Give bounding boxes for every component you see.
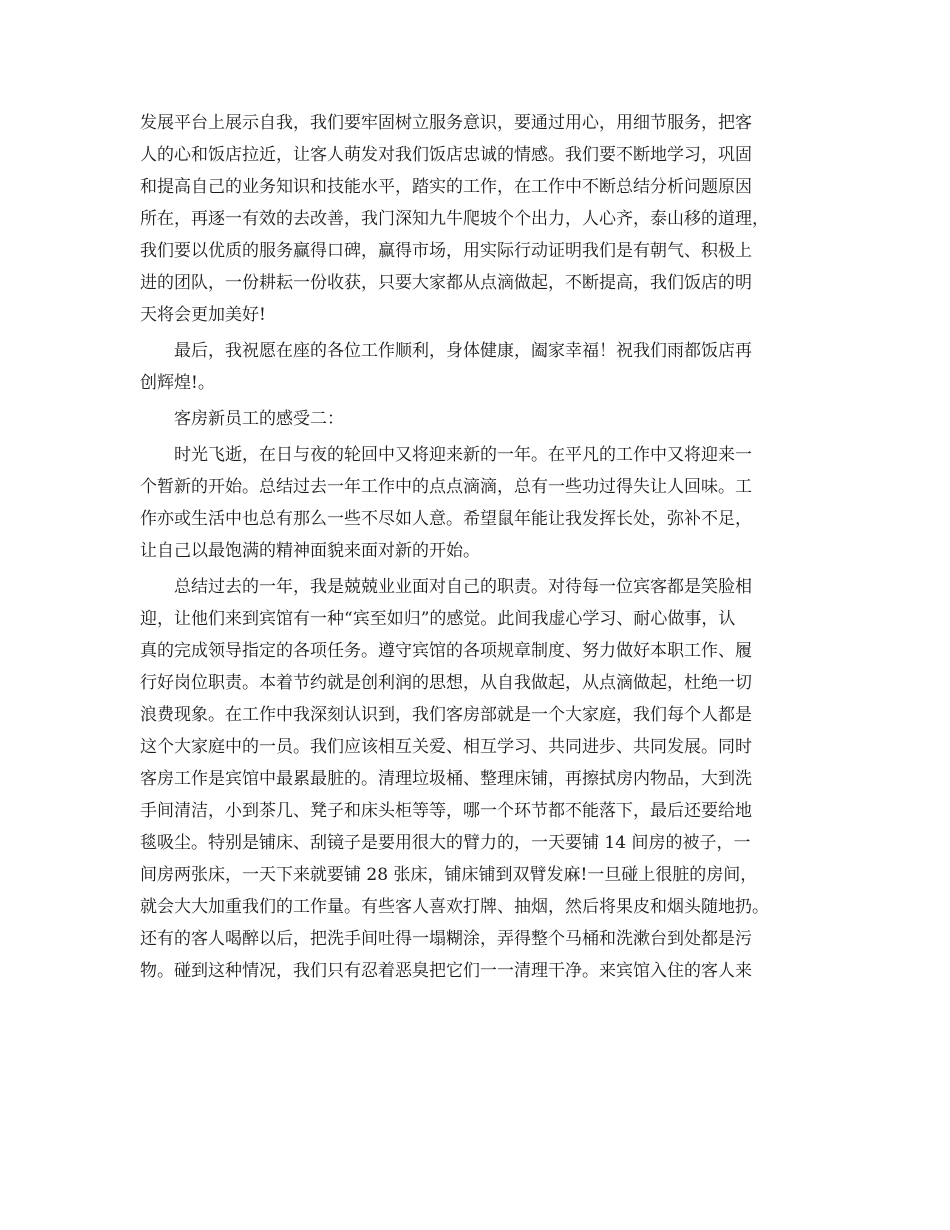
text-line: 天将会更加美好! xyxy=(140,305,266,325)
text-line: 进的团队，一份耕耘一份收获，只要大家都从点滴做起，不断提高，我们饭店的明 xyxy=(140,273,752,293)
text-line: 就会大大加重我们的工作量。有些客人喜欢打牌、抽烟，然后将果皮和烟头随地扔。 xyxy=(140,897,769,917)
text-line: 这个大家庭中的一员。我们应该相互关爱、相互学习、共同进步、共同发展。同时 xyxy=(140,737,752,757)
text-line: 我们要以优质的服务赢得口碑，赢得市场，用实际行动证明我们是有朝气、积极上 xyxy=(140,241,752,261)
text-line: 所在，再逐一有效的去改善，我门深知九牛爬坡个个出力，人心齐，泰山移的道理， xyxy=(140,209,769,229)
section-heading xyxy=(140,403,820,435)
text-line: 行好岗位职责。本着节约就是创利润的思想，从自我做起，从点滴做起，杜绝一切 xyxy=(140,673,752,693)
paragraph xyxy=(140,439,820,567)
text-line: 间房两张床，一天下来就要铺 28 张床，铺床铺到双臂发麻!一旦碰上很脏的房间， xyxy=(140,865,758,885)
document-body xyxy=(140,107,820,991)
paragraph xyxy=(140,335,820,399)
text-line: 让自己以最饱满的精神面貌来面对新的开始。 xyxy=(140,541,480,561)
text-line: 时光飞逝，在日与夜的轮回中又将迎来新的一年。在平凡的工作中又将迎来一 xyxy=(174,445,752,465)
text-line: 和提高自己的业务知识和技能水平，踏实的工作，在工作中不断总结分析问题原因 xyxy=(140,177,752,197)
paragraph xyxy=(140,571,820,987)
paragraph xyxy=(140,107,820,331)
text-line: 迎，让他们来到宾馆有一种“宾至如归”的感觉。此间我虚心学习、耐心做事，认 xyxy=(140,609,736,629)
text-line: 人的心和饭店拉近，让客人萌发对我们饭店忠诚的情感。我们要不断地学习，巩固 xyxy=(140,145,752,165)
text-line: 真的完成领导指定的各项任务。遵守宾馆的各项规章制度、努力做好本职工作、履 xyxy=(140,641,752,661)
text-line: 发展平台上展示自我，我们要牢固树立服务意识，要通过用心，用细节服务，把客 xyxy=(140,113,752,133)
text-line: 客房新员工的感受二： xyxy=(174,409,344,429)
text-line: 手间清洁，小到茶几、凳子和床头柜等等，哪一个环节都不能落下，最后还要给地 xyxy=(140,801,752,821)
text-line: 个暂新的开始。总结过去一年工作中的点点滴滴，总有一些功过得失让人回味。工 xyxy=(140,477,752,497)
text-line: 最后，我祝愿在座的各位工作顺利，身体健康，阖家幸福！祝我们雨都饭店再 xyxy=(174,341,752,361)
text-line: 作亦或生活中也总有那么一些不尽如人意。希望鼠年能让我发挥长处，弥补不足， xyxy=(140,509,752,529)
text-line: 总结过去的一年，我是兢兢业业面对自己的职责。对待每一位宾客都是笑脸相 xyxy=(174,577,752,597)
text-line: 物。碰到这种情况，我们只有忍着恶臭把它们一一清理干净。来宾馆入住的客人来 xyxy=(140,961,752,981)
text-line: 创辉煌!。 xyxy=(140,373,215,393)
text-line: 浪费现象。在工作中我深刻认识到，我们客房部就是一个大家庭，我们每个人都是 xyxy=(140,705,752,725)
text-line: 客房工作是宾馆中最累最脏的。清理垃圾桶、整理床铺，再擦拭房内物品，大到洗 xyxy=(140,769,752,789)
text-line: 还有的客人喝醉以后，把洗手间吐得一塌糊涂，弄得整个马桶和洗漱台到处都是污 xyxy=(140,929,752,949)
text-line: 毯吸尘。特别是铺床、刮镜子是要用很大的臂力的，一天要铺 14 间房的被子，一 xyxy=(140,833,751,853)
